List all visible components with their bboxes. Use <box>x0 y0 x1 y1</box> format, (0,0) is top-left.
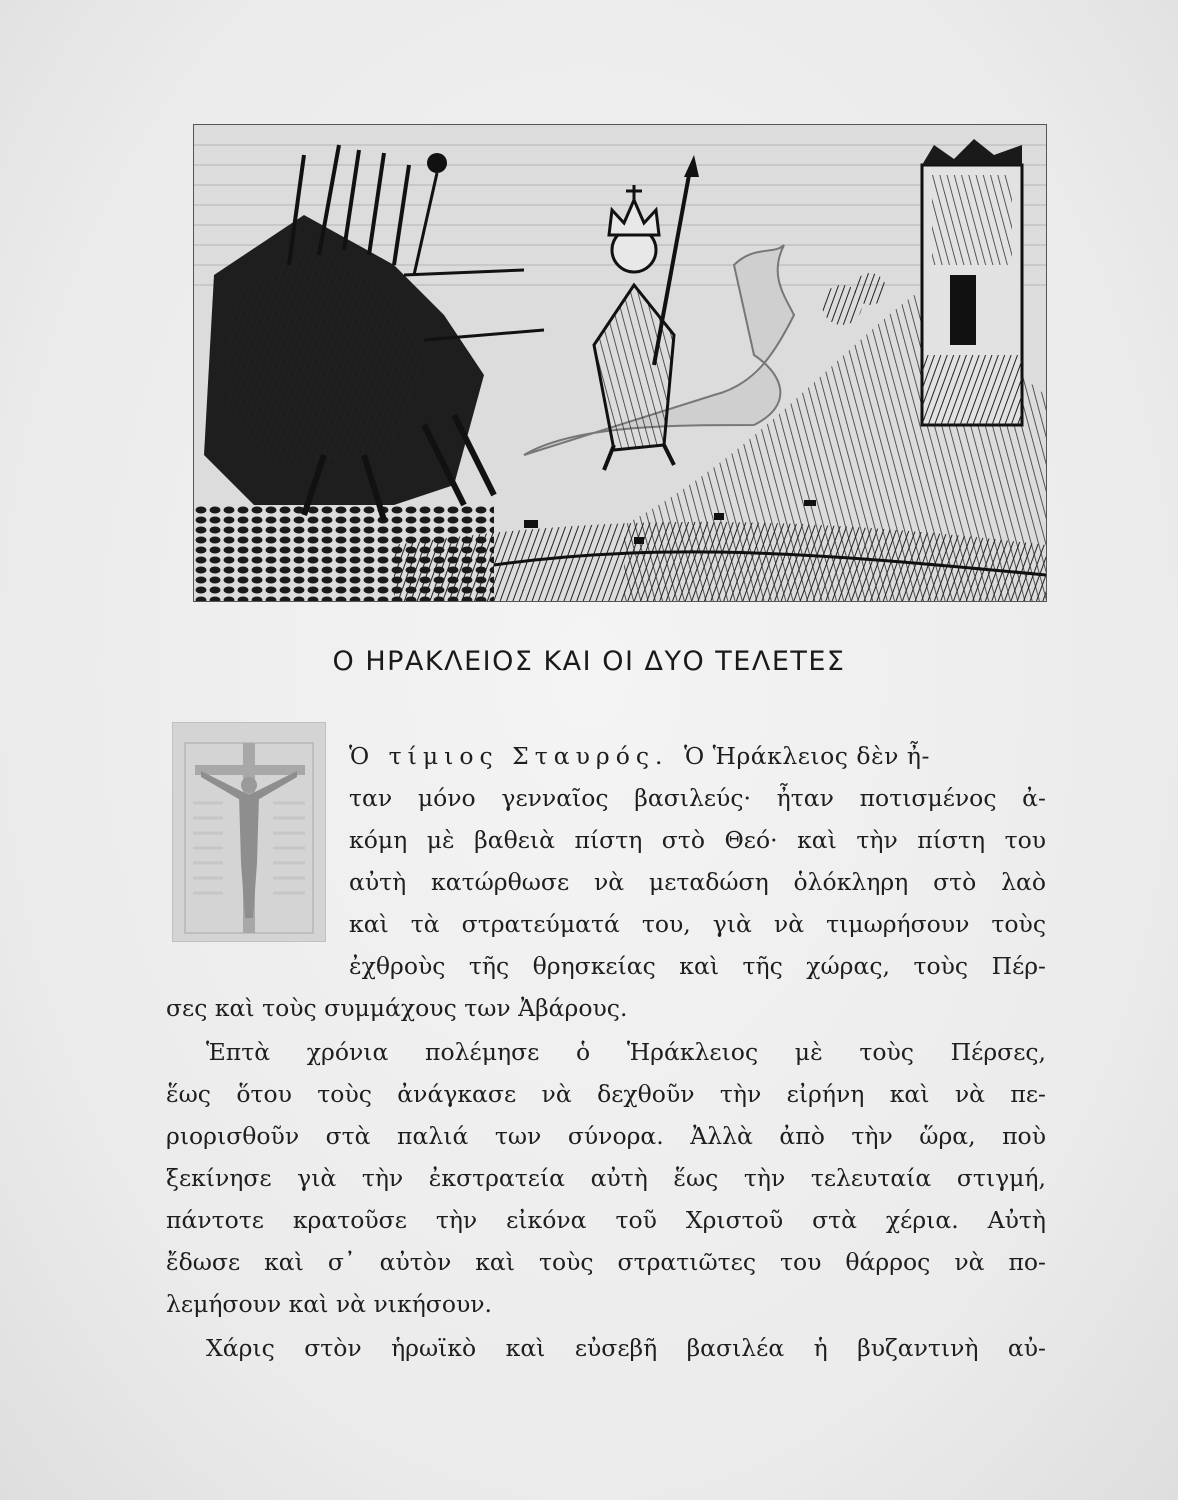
paragraph1-line7: σες καὶ τοὺς συμμάχους των Ἀβάρους. <box>166 994 628 1022</box>
woodcut-scene <box>194 125 1046 601</box>
paragraph1-line6: ἐχθροὺς τῆς θρησκείας καὶ τῆς χώρας, τοὺς Πέρ- <box>349 952 1046 980</box>
paragraph2-line5: πάντοτε κρατοῦσε τὴν εἰκόνα τοῦ Χριστοῦ στὰ χέρια. Αὐτὴ <box>166 1206 1046 1234</box>
paragraph1-line5: καὶ τὰ στρατεύματά του, γιὰ νὰ τιμωρήσουν τοὺς <box>349 910 1046 938</box>
line1-rest: Ὁ Ἡράκλειος δὲν ἦ- <box>684 742 930 770</box>
paragraph2-line3: ριορισθοῦν στὰ παλιά των σύνορα. Ἀλλὰ ἀπὸ τὴν ὥρα, ποὺ <box>166 1122 1046 1150</box>
paragraph2-line2: ἕως ὅτου τοὺς ἀνάγκασε νὰ δεχθοῦν τὴν εἰρήνη καὶ νὰ πε- <box>166 1080 1046 1108</box>
paragraph2-line4: ξεκίνησε γιὰ τὴν ἐκστρατεία αὐτὴ ἕως τὴν τελευταία στιγμή, <box>166 1164 1046 1192</box>
paragraph1-line3: κόμη μὲ βαθειὰ πίστη στὸ Θεό· καὶ τὴν πίστη του <box>349 826 1046 854</box>
paragraph1-line1 <box>349 742 1046 770</box>
paragraph2-line6: ἔδωσε καὶ σ᾽ αὐτὸν καὶ τοὺς στρατιῶτες του θάρρος νὰ πο- <box>166 1248 1046 1276</box>
paragraph3-line1: Χάρις στὸν ἡρωϊκὸ καὶ εὐσεβῆ βασιλέα ἡ βυζαντινὴ αὐ- <box>206 1334 1046 1362</box>
lead-phrase: Ὁ τίμιος Σταυρός. <box>349 742 669 770</box>
crucifix-initial-ornament <box>172 722 326 942</box>
chapter-title: Ο ΗΡΑΚΛΕΙΟΣ ΚΑΙ ΟΙ ΔΥΟ ΤΕΛΕΤΕΣ <box>332 646 846 677</box>
tower <box>922 139 1022 425</box>
crucifix-icon <box>173 723 325 941</box>
paragraph2-line1: Ἑπτὰ χρόνια πολέμησε ὁ Ἡράκλειος μὲ τοὺς Πέρσες, <box>206 1038 1046 1066</box>
woodcut-illustration <box>193 124 1047 602</box>
paragraph1-line4: αὐτὴ κατώρθωσε νὰ μεταδώση ὁλόκληρη στὸ λαὸ <box>349 868 1046 896</box>
paragraph2-line7: λεμήσουν καὶ νὰ νικήσουν. <box>166 1290 493 1318</box>
paragraph1-line2: ταν μόνο γενναῖος βασιλεύς· ἦταν ποτισμένος ἀ- <box>349 784 1046 812</box>
